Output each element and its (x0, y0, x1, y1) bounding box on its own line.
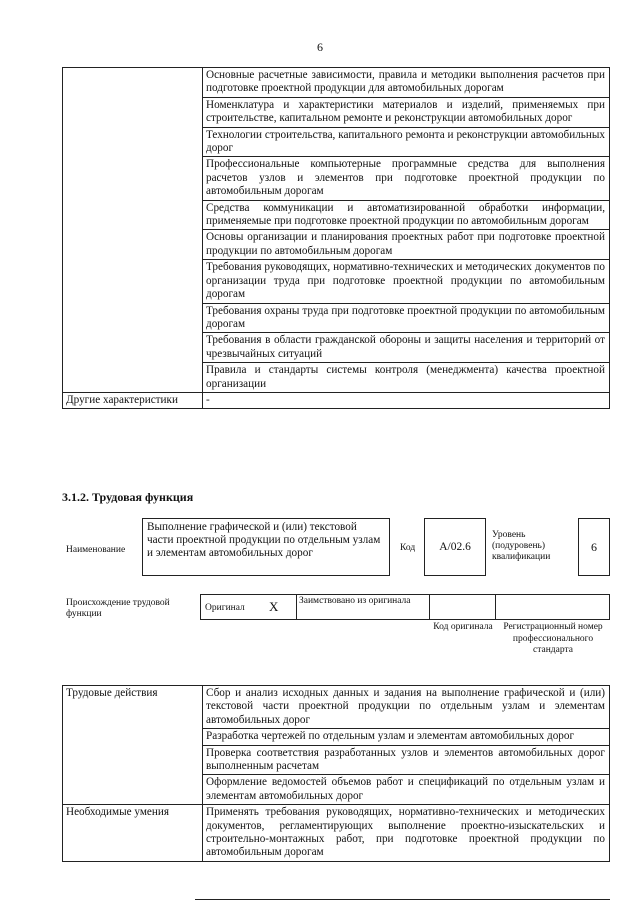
knowledge-item: Основные расчетные зависимости, правила и методики выполнения расчетов при подготовке проектной продукции для автомобильных дорогам (203, 68, 610, 98)
function-name-box: Выполнение графической и (или) текстовой части проектной продукции по отдельным узлам и элементам автомобильных дорог (142, 518, 390, 576)
table-row (63, 686, 610, 729)
origin-label: Происхождение трудовой функции (66, 598, 170, 619)
origin-row (200, 594, 610, 620)
knowledge-table (62, 67, 610, 409)
labor-actions-label: Трудовые действия (63, 686, 203, 805)
code-original-cell (430, 594, 496, 620)
labor-action-item: Разработка чертежей по отдельным узлам и элементам автомобильных дорог (203, 729, 610, 745)
qualification-level-box (578, 518, 610, 576)
empty-label-cell (63, 68, 203, 393)
knowledge-item: Требования в области гражданской обороны и защиты населения и территорий от чрезвычайных ситуаций (203, 333, 610, 363)
code-label: Код (400, 543, 416, 553)
labor-action-item: Сбор и анализ исходных данных и задания на выполнение графической и (или) текстовой части проектной продукции по отдельным узлам и элементам автомобильных дорог (203, 686, 610, 729)
table-row (63, 68, 610, 98)
labor-action-item: Оформление ведомостей объемов работ и спецификаций по отдельным узлам и элементам автомобильных дорог (203, 775, 610, 805)
reg-number-cell (496, 594, 610, 620)
borrowed-label: Заимствовано из оригинала (299, 596, 411, 606)
knowledge-item: Основы организации и планирования проектных работ при подготовке проектной продукции по автомобильным дорогам (203, 230, 610, 260)
borrowed-cell (296, 594, 430, 620)
original-cell (200, 594, 296, 620)
knowledge-item: Требования руководящих, нормативно-технических и методических документов по организации труда при подготовке проектной продукции по автомобильным дорогам (203, 260, 610, 303)
other-characteristics-label: Другие характеристики (63, 392, 203, 408)
qualification-level-label: Уровень (подуровень) квалификации (492, 530, 551, 562)
knowledge-item: Правила и стандарты системы контроля (менеджмента) качества проектной организации (203, 363, 610, 393)
function-code-box (424, 518, 486, 576)
bottom-rule (195, 899, 610, 900)
table-row (63, 805, 610, 862)
reg-number-caption: Регистрационный номер профессионального стандарта (503, 622, 603, 655)
knowledge-item: Средства коммуникации и автоматизированной обработки информации, применяемые при подготовке проектной продукции по автомобильным дорогам (203, 200, 610, 230)
section-heading: 3.1.2. Трудовая функция (62, 490, 194, 504)
actions-table (62, 685, 610, 862)
code-original-caption: Код оригинала (433, 622, 493, 632)
knowledge-item: Профессиональные компьютерные программные средства для выполнения расчетов узлов и элементов при подготовке проектной продукции по автомобильным дорогам (203, 157, 610, 200)
other-characteristics-value: - (203, 392, 610, 408)
table-row (63, 392, 610, 408)
labor-action-item: Проверка соответствия разработанных узлов и элементов автомобильных дорог выполненным расчетам (203, 745, 610, 775)
function-code: А/02.6 (439, 541, 471, 553)
skill-item: Применять требования руководящих, нормативно-технических и методических документов, регламентирующих выполнение проектно-изыскательских и строительно-монтажных работ, при подготовке проектной продукции по автомобильным дорогам (203, 805, 610, 862)
original-label: Оригинал (205, 603, 245, 613)
qualification-level: 6 (591, 539, 597, 554)
skills-label: Необходимые умения (63, 805, 203, 862)
page-number: 6 (317, 40, 323, 54)
original-mark: X (269, 599, 279, 614)
knowledge-item: Технологии строительства, капитального ремонта и реконструкции автомобильных дорог (203, 127, 610, 157)
knowledge-item: Номенклатура и характеристики материалов и изделий, применяемых при строительстве, капитальном ремонте и реконструкции автомобильных дорог (203, 97, 610, 127)
knowledge-item: Требования охраны труда при подготовке проектной продукции по автомобильным дорогам (203, 303, 610, 333)
name-label: Наименование (66, 545, 126, 555)
